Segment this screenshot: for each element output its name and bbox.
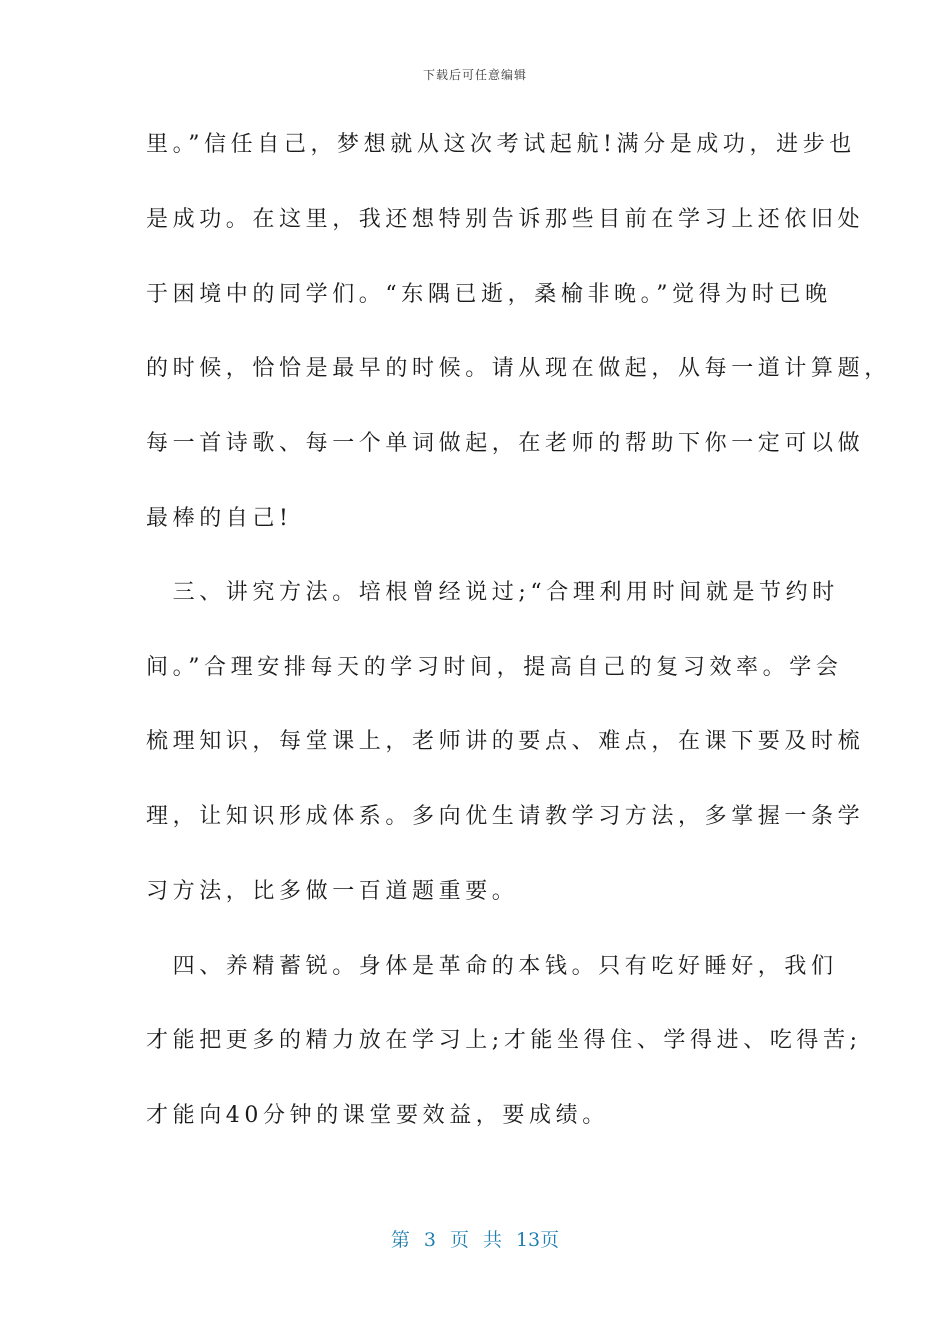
text-line: 是成功。在这里，我还想特别告诉那些目前在学习上还依旧处 bbox=[146, 207, 865, 232]
text-line: 才能把更多的精力放在学习上;才能坐得住、学得进、吃得苦; bbox=[146, 1028, 862, 1053]
header-note: 下载后可任意编辑 bbox=[422, 68, 527, 82]
text-line: 梳理知识，每堂课上，老师讲的要点、难点，在课下要及时梳 bbox=[146, 729, 865, 754]
footer-current-page: 3 bbox=[423, 1229, 436, 1251]
text-line: 里。”信任自己，梦想就从这次考试起航!满分是成功，进步也 bbox=[146, 132, 856, 157]
footer-total-pages: 13页 bbox=[515, 1229, 560, 1251]
page-footer bbox=[0, 1225, 950, 1252]
text-line: 三、讲究方法。培根曾经说过;“合理利用时间就是节约时 bbox=[146, 580, 839, 605]
footer-total-word: 共 bbox=[482, 1229, 502, 1251]
text-line: 才能向40分钟的课堂要效益，要成绩。 bbox=[146, 1103, 609, 1128]
footer-page-word: 页 bbox=[449, 1229, 469, 1251]
text-line: 理，让知识形成体系。多向优生请教学习方法，多掌握一条学 bbox=[146, 804, 865, 829]
text-line: 最棒的自己! bbox=[146, 506, 293, 531]
text-line: 每一首诗歌、每一个单词做起，在老师的帮助下你一定可以做 bbox=[146, 431, 865, 456]
footer-prefix: 第 bbox=[390, 1229, 410, 1251]
text-line: 间。”合理安排每天的学习时间，提高自己的复习效率。学会 bbox=[146, 655, 843, 680]
text-line: 习方法，比多做一百道题重要。 bbox=[146, 879, 519, 904]
text-line: 四、养精蓄锐。身体是革命的本钱。只有吃好睡好，我们 bbox=[146, 954, 838, 979]
text-line: 于困境中的同学们。“东隅已逝，桑榆非晚。”觉得为时已晚 bbox=[146, 282, 832, 307]
text-line: 的时候，恰恰是最早的时候。请从现在做起，从每一道计算题， bbox=[146, 356, 891, 381]
